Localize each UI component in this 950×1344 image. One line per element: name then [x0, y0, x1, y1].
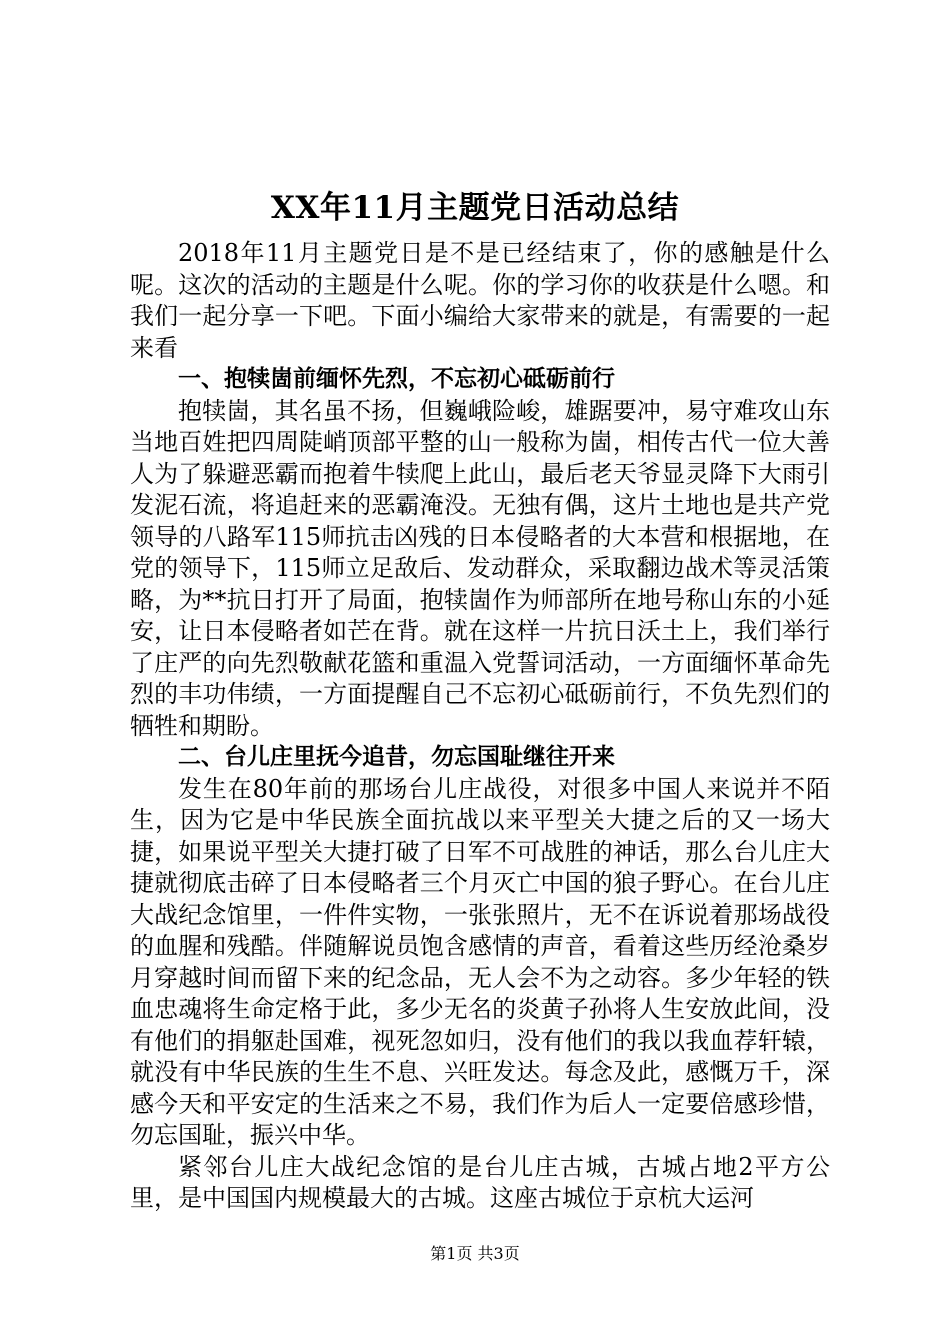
section-1-heading: 一、抱犊崮前缅怀先烈，不忘初心砥砺前行: [178, 366, 615, 392]
section-2-paragraph-1: 发生在80年前的那场台儿庄战役，对很多中国人来说并不陌生，因为它是中华民族全面抗战以来平型关大捷之后的又一场大捷，如果说平型关大捷打破了日军不可战胜的神话，那么台儿庄大捷就彻底击碎了日本侵略者三个月灭亡中国的狼子野心。在台儿庄大战纪念馆里，一件件实物，一张张照片，无不在诉说着那场战役的血腥和残酷。伴随解说员饱含感情的声音，看着这些历经沧桑岁月穿越时间而留下来的纪念品，无人会不为之动容。多少年轻的铁血忠魂将生命定格于此，多少无名的炎黄子孙将人生安放此间，没有他们的捐躯赴国难，视死忽如归，没有他们的我以我血荐轩辕，就没有中华民族的生生不息、兴旺发达。每念及此，感慨万千，深感今天和平安定的生活来之不易，我们作为后人一定要倍感珍惜，勿忘国耻，振兴中华。: [130, 774, 830, 1149]
section-1-paragraph: 抱犊崮，其名虽不扬，但巍峨险峻，雄踞要冲，易守难攻山东当地百姓把四周陡峭顶部平整的山一般称为崮，相传古代一位大善人为了躲避恶霸而抱着牛犊爬上此山，最后老天爷显灵降下大雨引发泥石流，将追赶来的恶霸淹没。无独有偶，这片土地也是共产党领导的八路军115师抗击凶残的日本侵略者的大本营和根据地，在党的领导下，115师立足敌后、发动群众，采取翻边战术等灵活策略，为**抗日打开了局面，抱犊崮作为师部所在地号称山东的小延安，让日本侵略者如芒在背。就在这样一片抗日沃土上，我们举行了庄严的向先烈敬献花篮和重温入党誓词活动，一方面缅怀革命先烈的丰功伟绩，一方面提醒自己不忘初心砥砺前行，不负先烈们的牺牲和期盼。: [130, 396, 830, 740]
page-footer: 第1页 共3页: [430, 1244, 520, 1263]
section-2-paragraph-2: 紧邻台儿庄大战纪念馆的是台儿庄古城，古城占地2平方公里，是中国国内规模最大的古城。这座古城位于京杭大运河: [130, 1152, 830, 1212]
document-title: XX年11月主题党日活动总结: [270, 190, 680, 226]
section-2-heading: 二、台儿庄里抚今追昔，勿忘国耻继往开来: [178, 744, 615, 770]
document-body: [130, 238, 830, 1215]
intro-paragraph: 2018年11月主题党日是不是已经结束了，你的感触是什么呢。这次的活动的主题是什么呢。你的学习你的收获是什么嗯。和我们一起分享一下吧。下面小编给大家带来的就是，有需要的一起来看: [130, 239, 830, 362]
